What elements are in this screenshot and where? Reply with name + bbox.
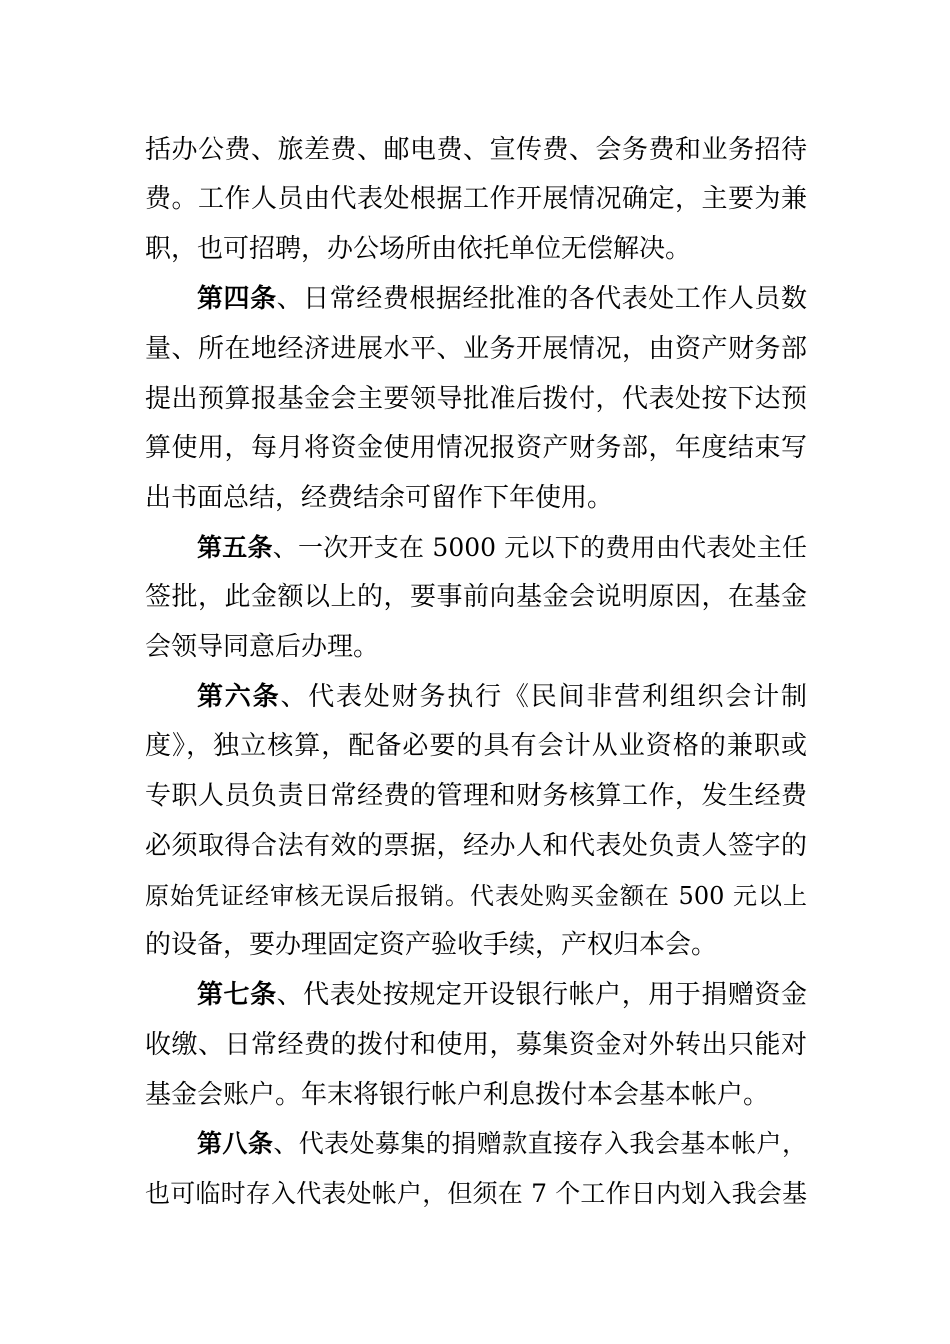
line-text: 签批，此金额以上的，要事前向基金会说明原因，在基金 — [145, 582, 807, 612]
line-text: 、代表处财务执行《民间非营利组织会计制 — [280, 682, 807, 712]
line-text: 提出预算报基金会主要领导批准后拨付，代表处按下达预 — [145, 384, 807, 414]
article-4-line — [197, 274, 807, 324]
line-text: 费。工作人员由代表处根据工作开展情况确定，主要为兼 — [145, 184, 807, 214]
line-text: 量、所在地经济进展水平、业务开展情况，由资产财务部 — [145, 334, 807, 364]
paragraph-line — [145, 821, 807, 871]
article-8-line — [197, 1119, 807, 1169]
paragraph-line — [145, 771, 807, 821]
article-heading: 第六条 — [197, 682, 281, 712]
line-text: 、代表处按规定开设银行帐户，用于捐赠资金 — [276, 980, 807, 1010]
article-heading: 第七条 — [197, 980, 277, 1010]
line-text: 必须取得合法有效的票据，经办人和代表处负责人签字的 — [145, 831, 807, 861]
article-7-line — [197, 970, 807, 1020]
article-heading: 第四条 — [197, 284, 277, 314]
line-text: 算使用，每月将资金使用情况报资产财务部，年度结束写 — [145, 433, 807, 463]
line-text: 度》，独立核算，配备必要的具有会计从业资格的兼职或 — [145, 731, 807, 761]
paragraph-line — [145, 622, 807, 672]
line-text: 出书面总结，经费结余可留作下年使用。 — [145, 483, 614, 513]
paragraph-line — [145, 374, 807, 424]
paragraph-line — [145, 1070, 807, 1120]
paragraph-line — [145, 324, 807, 374]
paragraph-line — [145, 125, 807, 175]
paragraph-line — [145, 721, 807, 771]
line-text: 括办公费、旅差费、邮电费、宣传费、会务费和业务招待 — [145, 135, 807, 165]
paragraph-line — [145, 224, 807, 274]
line-text: 职，也可招聘，办公场所由依托单位无偿解决。 — [145, 234, 692, 264]
line-text: 会领导同意后办理。 — [145, 632, 380, 662]
paragraph-line — [145, 1020, 807, 1070]
line-text: 、代表处募集的捐赠款直接存入我会基本帐户， — [273, 1129, 807, 1158]
paragraph-line — [145, 871, 807, 921]
line-text: 也可临时存入代表处帐户，但须在 7 个工作日内划入我会基 — [145, 1179, 807, 1208]
line-text: 专职人员负责日常经费的管理和财务核算工作，发生经费 — [145, 781, 807, 811]
paragraph-line — [145, 473, 807, 523]
paragraph-line — [145, 572, 807, 622]
paragraph-line — [145, 174, 807, 224]
paragraph-line — [145, 423, 807, 473]
line-text: 基金会账户。年末将银行帐户利息拨付本会基本帐户。 — [145, 1080, 770, 1110]
paragraph-line — [145, 1169, 807, 1219]
article-5-line — [197, 523, 807, 573]
line-text: 收缴、日常经费的拨付和使用，募集资金对外转出只能对 — [145, 1030, 807, 1060]
line-text: 的设备，要办理固定资产验收手续，产权归本会。 — [145, 930, 718, 960]
article-heading: 第五条 — [197, 533, 273, 562]
line-text: 、一次开支在 5000 元以下的费用由代表处主任 — [272, 533, 807, 562]
line-text: 原始凭证经审核无误后报销。代表处购买金额在 500 元以上 — [145, 882, 807, 910]
article-6-line — [197, 672, 807, 722]
article-heading: 第八条 — [197, 1129, 274, 1158]
line-text: 、日常经费根据经批准的各代表处工作人员数 — [276, 284, 807, 314]
paragraph-line — [145, 920, 807, 970]
